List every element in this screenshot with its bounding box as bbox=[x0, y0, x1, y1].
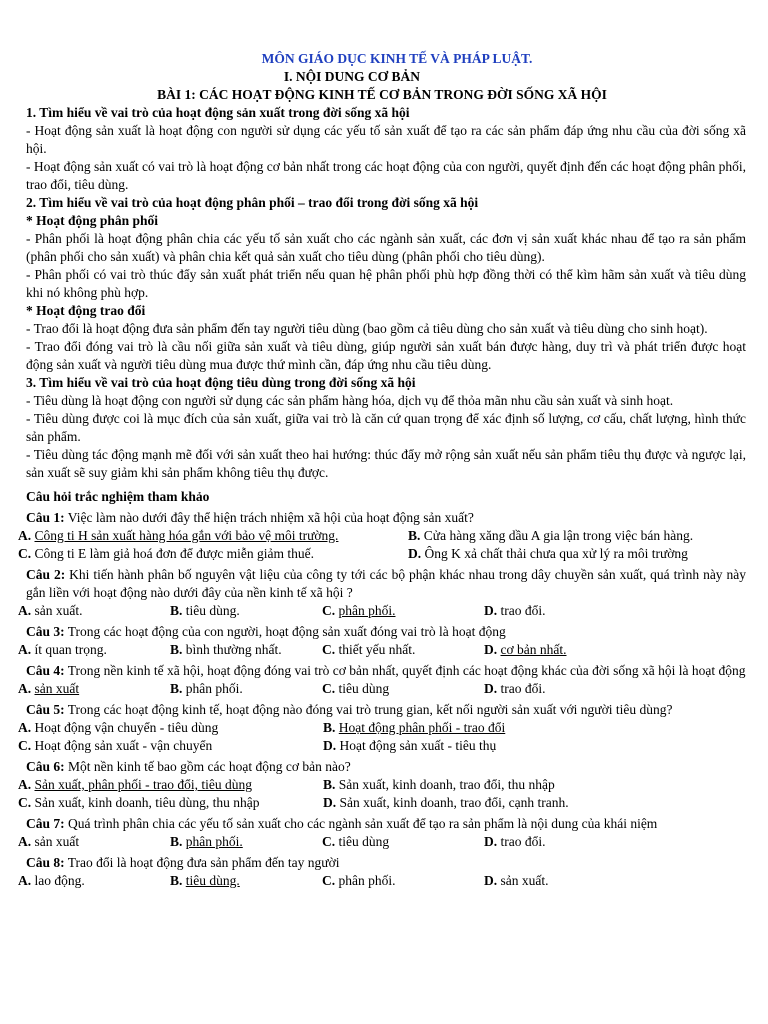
text: C. bbox=[322, 681, 336, 696]
text: Trao đổi là hoạt động đưa sản phẩm đến tay người bbox=[64, 855, 340, 870]
option-a bbox=[18, 527, 408, 545]
text: C. bbox=[18, 795, 32, 810]
text: B. bbox=[170, 642, 183, 657]
question-6 bbox=[18, 758, 746, 776]
option-b bbox=[408, 527, 746, 545]
text: D. bbox=[408, 546, 422, 561]
text: C. bbox=[322, 603, 336, 618]
paragraph: - Tiêu dùng là hoạt động con người sử dụng các sản phẩm hàng hóa, dịch vụ để thỏa mãn nhu cầu sản xuất và sinh hoạt. bbox=[26, 393, 674, 408]
text: B. bbox=[170, 603, 183, 618]
text: sản xuất bbox=[31, 834, 80, 849]
option-a bbox=[18, 776, 323, 794]
text: Hoạt động sản xuất - vận chuyển bbox=[31, 738, 213, 753]
options-q1 bbox=[18, 527, 746, 563]
text: A. bbox=[18, 528, 32, 543]
option-d bbox=[323, 737, 746, 755]
options-q7 bbox=[18, 833, 746, 851]
text: D. bbox=[484, 873, 498, 888]
text: Câu 7: bbox=[26, 816, 65, 831]
text: phân phối. bbox=[182, 681, 243, 696]
option-d bbox=[323, 794, 746, 812]
option-d bbox=[484, 641, 746, 659]
text: Câu 6: bbox=[26, 759, 65, 774]
text: A. bbox=[18, 603, 32, 618]
text: D. bbox=[323, 795, 337, 810]
question-number: Câu 1: bbox=[26, 510, 65, 525]
text: phân phối. bbox=[335, 873, 396, 888]
option-c bbox=[322, 641, 484, 659]
option-a bbox=[18, 680, 170, 698]
text: ít quan trọng. bbox=[31, 642, 107, 657]
text: Câu 3: bbox=[26, 624, 65, 639]
text: C. bbox=[322, 834, 336, 849]
options-q8 bbox=[18, 872, 746, 890]
options-q2 bbox=[18, 602, 746, 620]
text: Quá trình phân chia các yếu tố sản xuất cho các ngành sản xuất để tạo ra sản phẩm là nội dung của khái niệm bbox=[64, 816, 658, 831]
option-b bbox=[170, 641, 322, 659]
option-b bbox=[323, 776, 746, 794]
option-c bbox=[322, 872, 484, 890]
text: C. bbox=[18, 738, 32, 753]
question-text: Việc làm nào dưới đây thể hiện trách nhiệm xã hội của hoạt động sản xuất? bbox=[64, 510, 474, 525]
option-c bbox=[18, 545, 408, 563]
text: trao đổi. bbox=[497, 834, 546, 849]
option-b bbox=[170, 872, 322, 890]
question-2 bbox=[18, 566, 746, 602]
subheading-exchange: * Hoạt động trao đổi bbox=[26, 303, 146, 318]
option-d bbox=[484, 872, 746, 890]
text: bình thường nhất. bbox=[182, 642, 282, 657]
option-c bbox=[322, 680, 484, 698]
text: C. bbox=[18, 546, 32, 561]
text: phân phối. bbox=[338, 603, 396, 618]
section-2-heading: 2. Tìm hiểu về vai trò của hoạt động phân phối – trao đổi trong đời sống xã hội bbox=[26, 195, 479, 210]
text: B. bbox=[170, 681, 183, 696]
text: Hoạt động phân phối - trao đổi bbox=[338, 720, 506, 735]
option-a bbox=[18, 602, 170, 620]
question-8 bbox=[18, 854, 746, 872]
section-3-heading: 3. Tìm hiểu về vai trò của hoạt động tiêu dùng trong đời sống xã hội bbox=[26, 375, 416, 390]
option-a bbox=[18, 833, 170, 851]
paragraph: - Tiêu dùng tác động mạnh mẽ đối với sản xuất theo hai hướng: thúc đẩy mở rộng sản xuất nếu sản phẩm tiêu thụ được và ngược lại, sản xuất sẽ suy giảm khi sản phẩm không tiêu thụ được. bbox=[26, 447, 746, 480]
text: Ông K xả chất thải chưa qua xử lý ra môi trường bbox=[421, 546, 688, 561]
options-q6 bbox=[18, 776, 746, 812]
text: D. bbox=[484, 603, 498, 618]
text: thiết yếu nhất. bbox=[335, 642, 416, 657]
paragraph: - Phân phối có vai trò thúc đẩy sản xuất phát triển nếu quan hệ phân phối phù hợp đồng thời có thể kìm hãm sản xuất và tiêu dùng khi nó không phù hợp. bbox=[26, 267, 746, 300]
options-q4 bbox=[18, 680, 746, 698]
text: A. bbox=[18, 681, 32, 696]
text: Cửa hàng xăng dầu A gia lận trong việc bán hàng. bbox=[420, 528, 694, 543]
option-c bbox=[18, 737, 323, 755]
text: A. bbox=[18, 873, 32, 888]
text: Khi tiến hành phân bố nguyên vật liệu của công ty tới các bộ phận khác nhau trong dây chuyền sản xuất, quá trình này này gắn liền với hoạt động nào dưới đây của nền kinh tế xã hội ? bbox=[26, 567, 746, 600]
text: sản xuất bbox=[34, 681, 80, 696]
text: Sản xuất, phân phối - trao đổi, tiêu dùng bbox=[34, 777, 252, 792]
question-1 bbox=[18, 509, 746, 527]
text: Sản xuất, kinh doanh, trao đổi, cạnh tranh. bbox=[336, 795, 569, 810]
text: Hoạt động vận chuyển - tiêu dùng bbox=[31, 720, 219, 735]
part-title: I. NỘI DUNG CƠ BẢN bbox=[283, 69, 421, 84]
paragraph: - Tiêu dùng được coi là mục đích của sản xuất, giữa vai trò là căn cứ quan trọng để xác định số lượng, cơ cấu, chất lượng, hình thức sản phẩm. bbox=[26, 411, 746, 444]
text: tiêu dùng bbox=[335, 681, 390, 696]
option-a bbox=[18, 641, 170, 659]
text: D. bbox=[323, 738, 337, 753]
text: phân phối. bbox=[185, 834, 243, 849]
text: A. bbox=[18, 720, 32, 735]
text: B. bbox=[170, 834, 183, 849]
text: tiêu dùng bbox=[335, 834, 390, 849]
question-7 bbox=[18, 815, 746, 833]
text: D. bbox=[484, 681, 498, 696]
paragraph: - Trao đổi là hoạt động đưa sản phẩm đến tay người tiêu dùng (bao gồm cả tiêu dùng cho sản xuất và tiêu dùng cho sinh hoạt). bbox=[26, 321, 708, 336]
text: B. bbox=[323, 720, 336, 735]
option-c bbox=[18, 794, 323, 812]
text: Câu 5: bbox=[26, 702, 65, 717]
option-b bbox=[170, 680, 322, 698]
text: Trong các hoạt động của con người, hoạt động sản xuất đóng vai trò là hoạt động bbox=[64, 624, 506, 639]
text: sản xuất. bbox=[497, 873, 549, 888]
option-b bbox=[170, 602, 322, 620]
text: Câu 4: bbox=[26, 663, 65, 678]
option-b bbox=[170, 833, 322, 851]
quiz-heading: Câu hỏi trắc nghiệm tham khảo bbox=[26, 489, 210, 504]
paragraph: - Hoạt động sản xuất có vai trò là hoạt động cơ bản nhất trong các hoạt động của con người, quyết định đến các hoạt động phân phối, trao đổi, tiêu dùng. bbox=[26, 159, 746, 192]
lesson-title: BÀI 1: CÁC HOẠT ĐỘNG KINH TẾ CƠ BẢN TRONG ĐỜI SỐNG XÃ HỘI bbox=[157, 87, 607, 102]
text: sản xuất. bbox=[31, 603, 83, 618]
paragraph: - Hoạt động sản xuất là hoạt động con người sử dụng các yếu tố sản xuất để tạo ra các sản phẩm đáp ứng nhu cầu của đời sống xã hội. bbox=[26, 123, 746, 156]
text: Câu 8: bbox=[26, 855, 65, 870]
question-3 bbox=[18, 623, 746, 641]
text: A. bbox=[18, 834, 32, 849]
option-d bbox=[484, 833, 746, 851]
text: Câu 2: bbox=[26, 567, 66, 582]
paragraph: - Trao đổi đóng vai trò là cầu nối giữa sản xuất và tiêu dùng, giúp người sản xuất bán được hàng, duy trì và phát triển được hoạt động sản xuất và người tiêu dùng mua được thứ mình cần, đáp ứng nhu cầu tiêu dùng. bbox=[26, 339, 746, 372]
option-d bbox=[408, 545, 746, 563]
section-1-heading: 1. Tìm hiểu về vai trò của hoạt động sản xuất trong đời sống xã hội bbox=[26, 105, 410, 120]
text: Trong các hoạt động kinh tế, hoạt động nào đóng vai trò trung gian, kết nối người sản xuất với người tiêu dùng? bbox=[64, 702, 673, 717]
options-q5 bbox=[18, 719, 746, 755]
option-c bbox=[322, 833, 484, 851]
text: B. bbox=[170, 873, 183, 888]
options-q3 bbox=[18, 641, 746, 659]
option-c bbox=[322, 602, 484, 620]
question-4 bbox=[18, 662, 746, 680]
text: lao động. bbox=[31, 873, 85, 888]
text: Công ti H sản xuất hàng hóa gắn với bảo vệ môi trường. bbox=[34, 528, 339, 543]
text: Hoạt động sản xuất - tiêu thụ bbox=[336, 738, 497, 753]
text: Sản xuất, kinh doanh, trao đổi, thu nhập bbox=[335, 777, 555, 792]
text: A. bbox=[18, 642, 32, 657]
option-a bbox=[18, 872, 170, 890]
text: D. bbox=[484, 834, 498, 849]
paragraph: - Phân phối là hoạt động phân chia các yếu tố sản xuất cho các ngành sản xuất, các đơn vị sản xuất khác nhau để tạo ra sản phẩm (phân phối cho sản xuất) và phân chia kết quả sản xuất cho tiêu dùng (phân phối cho tiêu dùng). bbox=[26, 231, 746, 264]
text: Một nền kinh tế bao gồm các hoạt động cơ bản nào? bbox=[64, 759, 351, 774]
text: B. bbox=[408, 528, 421, 543]
text: D. bbox=[484, 642, 498, 657]
option-a bbox=[18, 719, 323, 737]
text: A. bbox=[18, 777, 32, 792]
text: Sản xuất, kinh doanh, tiêu dùng, thu nhập bbox=[31, 795, 260, 810]
option-b bbox=[323, 719, 746, 737]
text: Công ti E làm giả hoá đơn để được miễn giảm thuế. bbox=[31, 546, 315, 561]
option-d bbox=[484, 602, 746, 620]
text: tiêu dùng. bbox=[185, 873, 240, 888]
subheading-distribution: * Hoạt động phân phối bbox=[26, 213, 159, 228]
text: tiêu dùng. bbox=[182, 603, 240, 618]
text: trao đổi. bbox=[497, 603, 546, 618]
text: cơ bản nhất. bbox=[500, 642, 567, 657]
text: B. bbox=[323, 777, 336, 792]
subject-title: MÔN GIÁO DỤC KINH TẾ VÀ PHÁP LUẬT. bbox=[261, 51, 533, 66]
text: C. bbox=[322, 873, 336, 888]
question-5 bbox=[18, 701, 746, 719]
option-d bbox=[484, 680, 746, 698]
text: C. bbox=[322, 642, 336, 657]
text: Trong nền kinh tế xã hội, hoạt động đóng vai trò cơ bản nhất, quyết định các hoạt động khác của đời sống xã hội là hoạt động bbox=[64, 663, 746, 678]
text: trao đổi. bbox=[497, 681, 546, 696]
